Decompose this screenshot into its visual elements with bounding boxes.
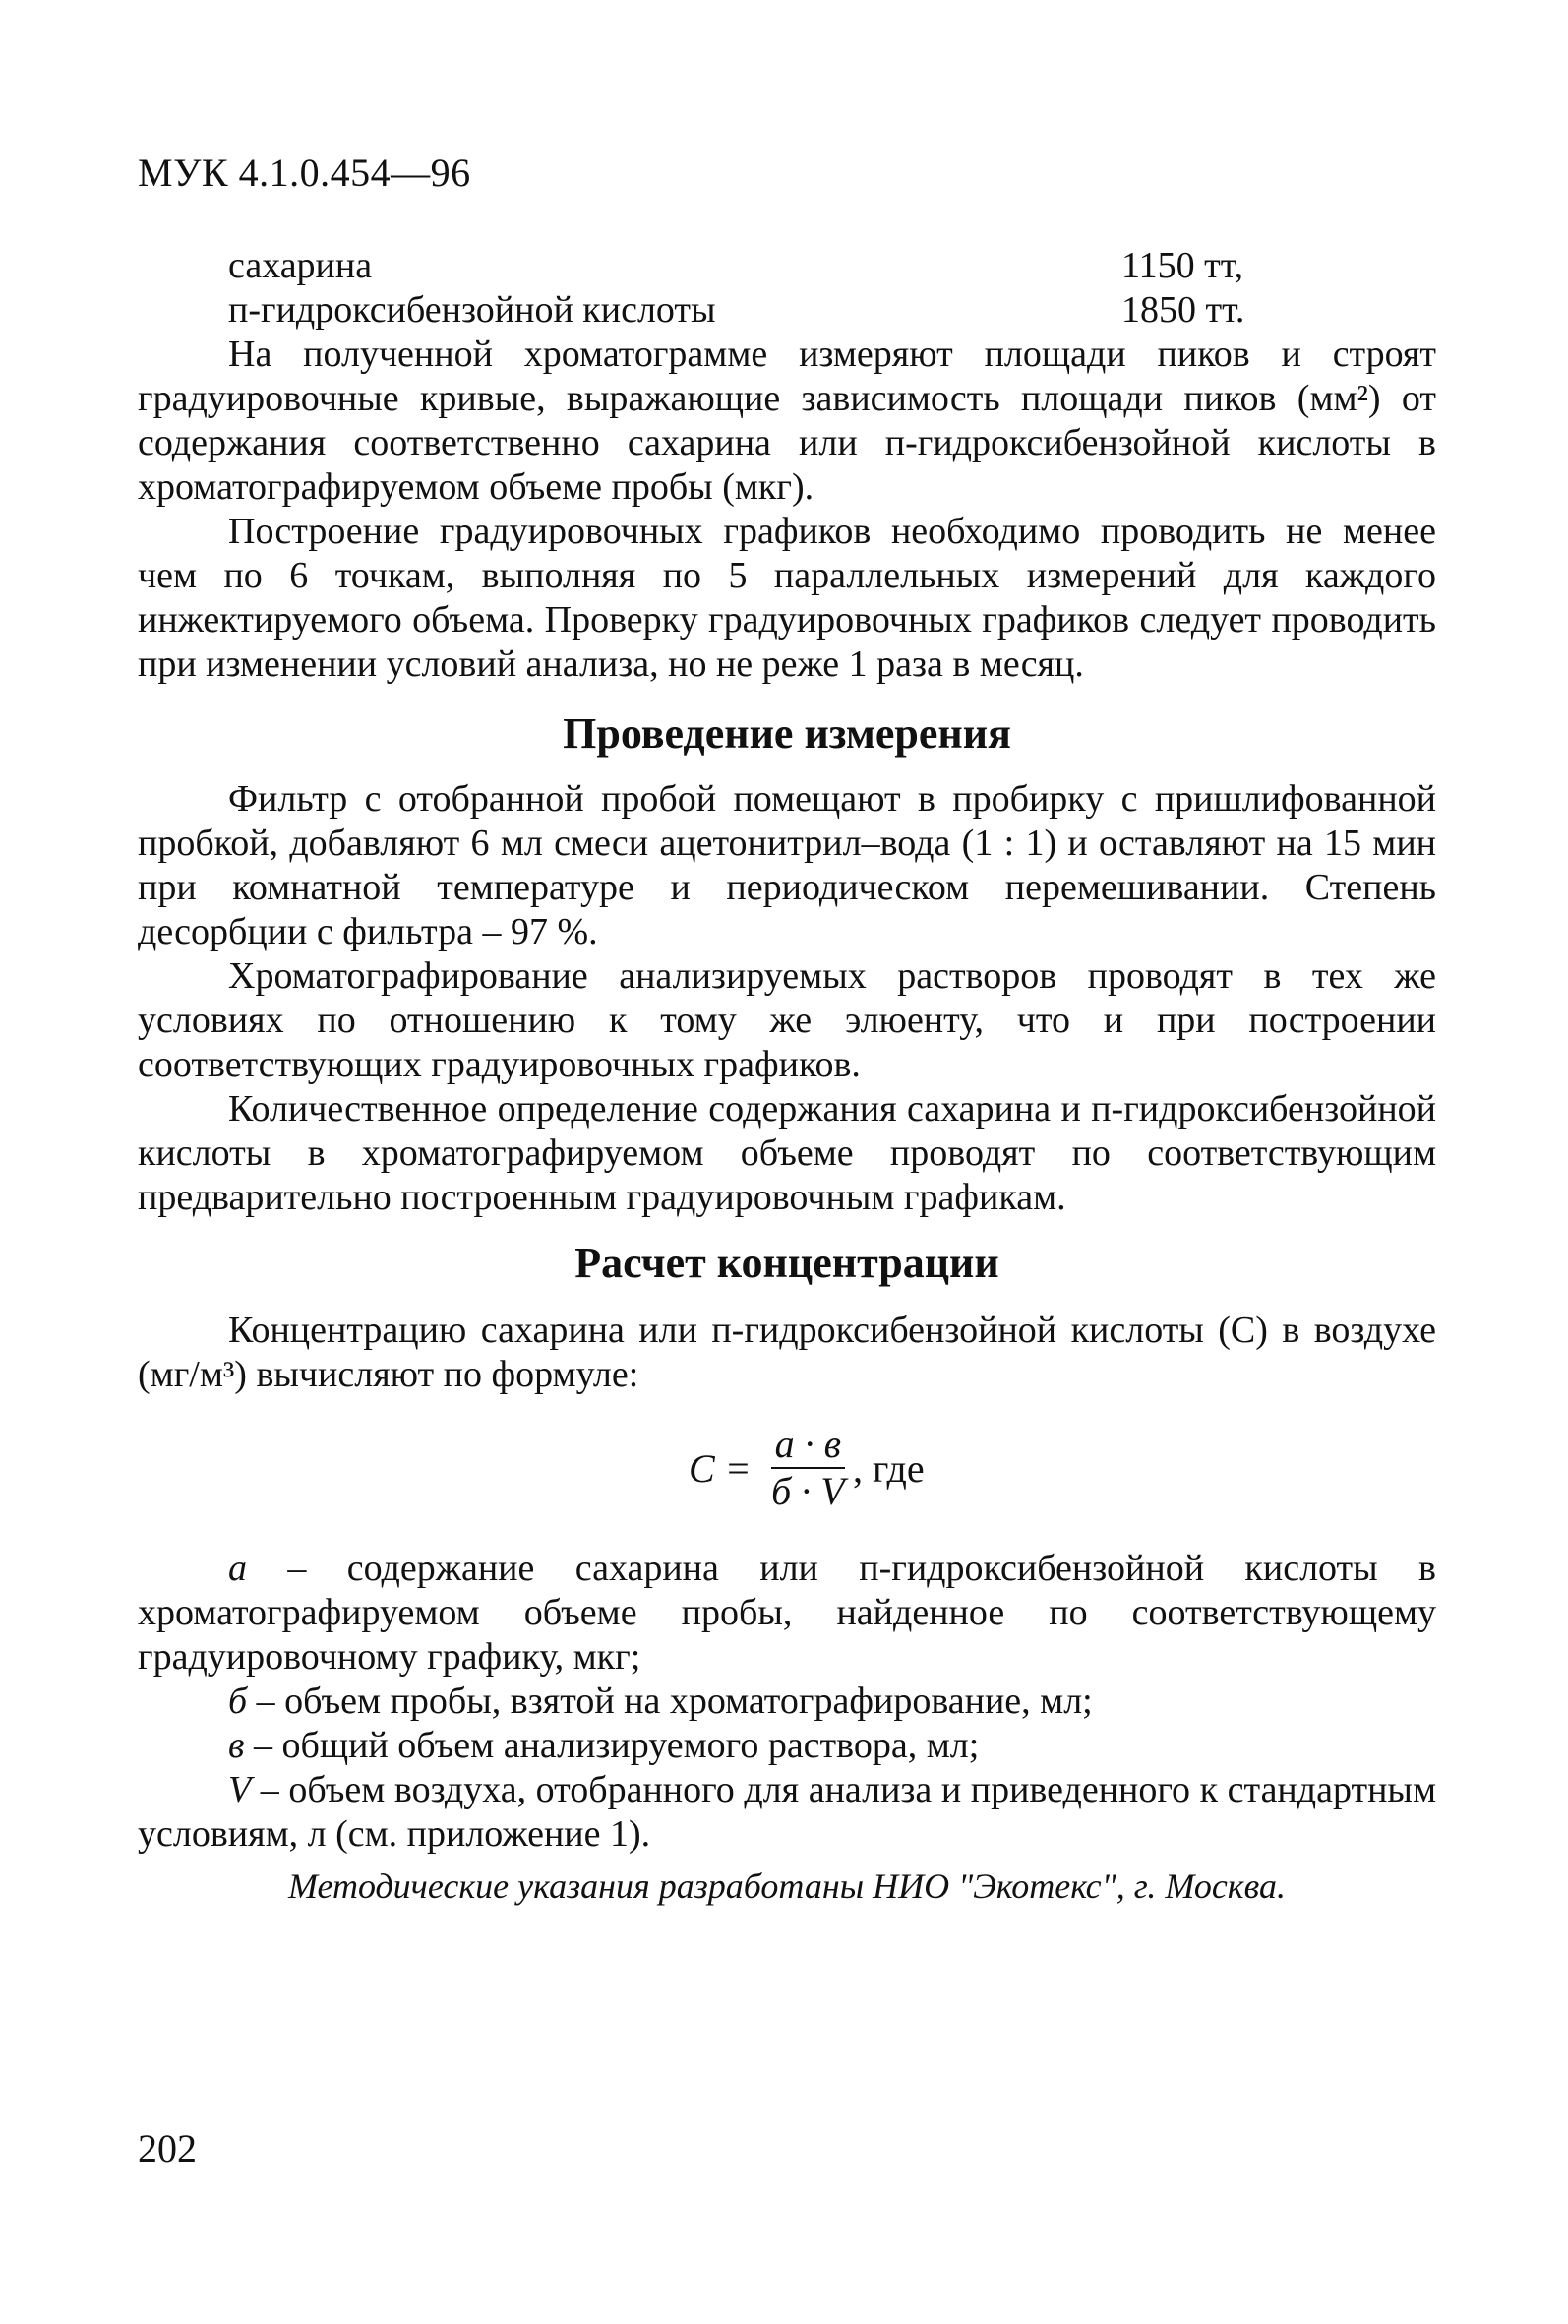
formula-numerator: а · в [771,1422,845,1469]
paragraph: На полученной хроматограмме измеряют площади пиков и строят градуировочные кривые, выражающие зависимость площади пиков (мм²) от содержания соответственно сахарина или п-гидроксибензойной кислоты в хроматографируемом объеме пробы (мкг). [138,334,1436,508]
mixture-name: сахарина [228,245,373,286]
paragraph: Фильтр с отобранной пробой помещают в пробирку с пришлифованной пробкой, добавляют 6 мл смеси ацетонитрил–вода (1 : 1) и оставляют на 15 мин при комнатной температуре и периодическом перемешивании. Степень десорбции с фильтра – 97 %. [138,778,1436,952]
definition-text: – объем воздуха, отобранного для анализа и приведенного к стандартным условиям, л (см. приложение 1). [138,1769,1436,1855]
section2-intro [138,1309,1436,1397]
section-heading: Проведение измерения [563,709,1011,758]
definition-symbol: V [228,1769,252,1810]
definition-symbol: б [228,1681,248,1722]
page-number: 202 [138,2126,197,2171]
section1-text [138,777,1436,1220]
definition-symbol: а [228,1548,247,1589]
definitions [138,1547,1436,1857]
formula-fraction [771,1422,845,1514]
section-heading: Расчет концентрации [574,1239,999,1287]
definition [138,1547,1436,1680]
definition [138,1680,1436,1724]
paragraph: Построение градуировочных графиков необходимо проводить не менее чем по 6 точкам, выполняя по 5 параллельных измерений для каждого инжектируемого объема. Проверку градуировочных графиков следует проводить при изменении условий анализа, но не реже 1 раза в месяц. [138,511,1436,685]
definition [138,1724,1436,1768]
formula-denominator: б · V [771,1469,845,1513]
definition-text: – содержание сахарина или п-гидроксибензойной кислоты в хроматографируемом объеме пробы, найденное по соответствующему градуировочному графику, мкг; [138,1548,1436,1678]
formula-lhs: С = [689,1445,752,1491]
mixture-row [138,288,1436,333]
definition-text: – общий объем анализируемого раствора, мл; [244,1725,980,1766]
footer-note: Методические указания разработаны НИО "Экотекс", г. Москва. [287,1866,1287,1906]
paragraph: Концентрацию сахарина или п-гидроксибензойной кислоты (С) в воздухе (мг/м³) вычисляют по формуле: [138,1310,1436,1395]
paragraph: Количественное определение содержания сахарина и п-гидроксибензойной кислоты в хроматографируемом объеме проводят по соответствующим предварительно построенным градуировочным графикам. [138,1088,1436,1218]
intro-text [138,333,1436,687]
definition-text: – объем пробы, взятой на хроматографирование, мл; [247,1681,1093,1722]
formula-suffix: , где [853,1445,925,1491]
definition [138,1768,1436,1857]
document-header: МУК 4.1.0.454—96 [138,151,471,195]
mixture-name: п-гидроксибензойной кислоты [228,289,716,331]
paragraph: Хроматографирование анализируемых растворов проводят в тех же условиях по отношению к тому же элюенту, что и при построении соответствующих градуировочных графиков. [138,955,1436,1085]
formula [689,1422,925,1514]
mixture-value: 1150 тт, [1121,245,1243,286]
mixture-list [138,244,1436,333]
definition-symbol: в [228,1725,245,1766]
mixture-value: 1850 тт. [1121,289,1245,331]
mixture-row [138,244,1436,288]
